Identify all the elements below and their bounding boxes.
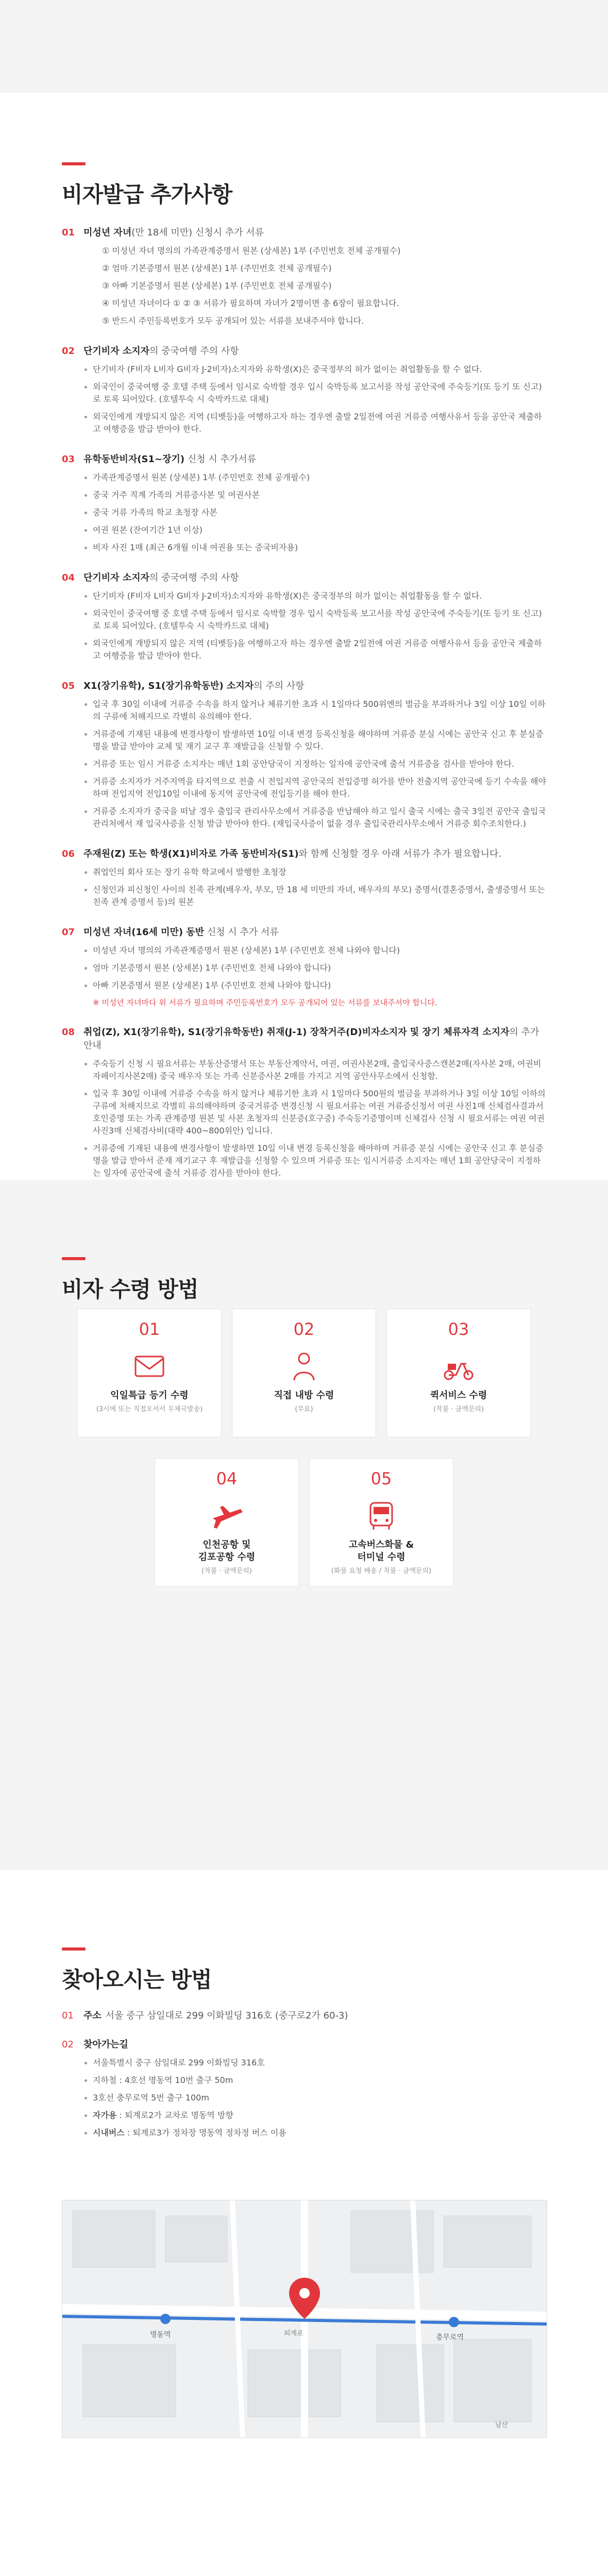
receive-step	[77, 1309, 222, 1437]
map-label: 충무로역	[436, 2333, 464, 2342]
item-number: 08	[62, 1027, 75, 1038]
bullet-text: 신청인과 피신청인 사이의 친족 관계(배우자, 부모, 만 18 세 미만의 자녀, 배우자의 부모) 증명서(결혼증명서, 출생증명서 또는 친족 관계 증명서 등)의 원본	[83, 884, 546, 908]
item-number: 03	[62, 454, 75, 465]
bullet-text: 아빠 기본증명서 원본 (상세본) 1부 (주민번호 전체 나와야 합니다)	[83, 979, 546, 992]
route-row	[62, 2038, 546, 2139]
item-number: 05	[62, 681, 75, 691]
directions-section	[62, 1870, 546, 2144]
item-title-sub: 와 함께 신청할 경우 아래 서류가 추가 필요합니다.	[298, 849, 502, 859]
scooter-icon	[441, 1348, 477, 1384]
receive-section	[62, 1180, 546, 1303]
route-item: 서울특별시 중구 삼일대로 299 이화빌딩 316호	[83, 2057, 546, 2069]
bullet-text: 거류증 소지자가 거주지역을 타지역으로 전출 시 전입지역 공안국의 전입증명 허가를 받아 전출지역 공안국에 등기 수속을 해야 하며 전입지역 전입10일 이내에 동지역 공안국에 전입등기를 해야 한다.	[83, 775, 546, 800]
item-bullets	[83, 698, 546, 830]
map-label: 퇴계로	[284, 2330, 303, 2337]
receive-step	[386, 1309, 531, 1437]
bullet-text: 거류증 또는 임시 거류증 소지자는 매년 1회 공안당국이 지정하는 일자에 공안국에 출석 거류증을 검사를 받아야 한다.	[83, 758, 546, 770]
visa-item	[62, 848, 546, 908]
address-row	[62, 2009, 546, 2023]
item-bullets	[83, 866, 546, 908]
step-number: 05	[370, 1469, 392, 1488]
item-title	[83, 453, 546, 466]
bullet-text: 중국 거주 직계 가족의 거류증사본 및 여권사본	[83, 489, 546, 501]
visa-items	[62, 226, 546, 1234]
section-accent	[62, 1947, 86, 1951]
item-title-main: 취업(Z), X1(장기유학), S1(장기유학동반) 취재(J-1) 장착거주(D)비자소지자 및 장기 체류자격 소지자	[83, 1027, 510, 1038]
bullet-text: 엄마 기본증명서 원본 (상세본) 1부 (주민번호 전체 나와야 합니다)	[83, 962, 546, 974]
bullet-text: ② 엄마 기본증명서 원본 (상세본) 1부 (주민번호 전체 공개필수)	[102, 263, 332, 273]
car-text: 퇴계로2가 교차로 명동역 방향	[124, 2110, 233, 2120]
step-title: 익일특급 등기 수령	[110, 1390, 189, 1401]
item-title-sub: 의 추가안내	[83, 1027, 539, 1051]
item-title	[83, 680, 546, 693]
bus-info: 시내버스 : 퇴계로3가 정차장 명동역 정차정 버스 이용	[83, 2127, 546, 2139]
item-bullets	[83, 471, 546, 554]
bullet-text: 거류증에 기재된 내용에 변경사항이 발생하면 10일 이내 변경 등록신청을 해야하며 거류증 분실 시에는 공안국 신고 후 분실증명을 발급 받아서 준재 재기교구 후 재발급을 신청할 수 있으며 거류증 또는 임시거류증 소지자는 매년 1회 공안당국이 지정하는 일자에 공안국에 출석 거류증 검사를 받아야 한다.	[83, 1142, 546, 1179]
bullet-text: 입국 후 30일 이내에 거류증 수속을 하지 않거나 체류기한 초과 시 1일마다 500위엔의 벌금을 부과하거나 3일 이상 10일 이하의 구류에 처해지므로 각별히 유의해야 한다.	[83, 698, 546, 723]
step-desc: (화물 요청 배송 / 착불 · 금액문의)	[331, 1567, 432, 1575]
item-head	[62, 571, 546, 585]
bullet-text: 단기비자 (F비자 L비자 G비자 J-2비자)소지자와 유학생(X)은 중국정부의 허가 없이는 취업활동을 할 수 없다.	[83, 590, 546, 602]
receive-step	[155, 1458, 299, 1587]
route-item: 지하철 : 4호선 명동역 10번 출구 50m	[83, 2074, 546, 2087]
item-head	[62, 345, 546, 358]
section-accent	[62, 162, 86, 165]
item-title	[83, 226, 546, 240]
item-title	[83, 571, 546, 585]
step-title: 인천공항 및 김포공항 수령	[198, 1539, 256, 1563]
bullet-text: 단기비자 (F비자 L비자 G비자 J-2비자)소지자와 유학생(X)은 중국정부의 허가 없이는 취업활동을 할 수 없다.	[83, 363, 546, 376]
bullet-text: ③ 아빠 기본증명서 원본 (상세본) 1부 (주민번호 전체 공개필수)	[102, 281, 332, 291]
bullet-text: 여권 원본 (잔여기간 1년 이상)	[83, 524, 546, 536]
receive-step	[232, 1309, 376, 1437]
route-item: 3호선 충무로역 5번 출구 100m	[83, 2092, 546, 2104]
visa-item	[62, 345, 546, 435]
item-title-sub: (만 18세 미만) 신청시 추가 서류	[131, 227, 264, 238]
car-info: 자가용 : 퇴계로2가 교차로 명동역 방향	[83, 2109, 546, 2122]
item-title-sub: 의 중국여행 주의 사항	[149, 346, 239, 357]
item-head	[62, 226, 546, 240]
extra-list	[83, 2109, 546, 2139]
bus-label: 시내버스	[93, 2128, 125, 2138]
bullet-text: ① 미성년 자녀 명의의 가족관계증명서 원본 (상세본) 1부 (주민번호 전체 공개필수)	[102, 246, 401, 256]
address-text: 서울 중구 삼일대로 299 이화빌딩 316호 (중구로2가 60-3)	[105, 2010, 348, 2021]
visa-item	[62, 680, 546, 830]
item-title-sub: 의 주의 사항	[254, 681, 305, 691]
step-desc: (무료)	[295, 1405, 313, 1413]
person-icon	[286, 1348, 322, 1384]
route-label: 찾아가는길	[83, 2039, 128, 2050]
section-title: 찾아오시는 방법	[62, 1967, 212, 1992]
item-number: 02	[62, 346, 75, 357]
visa-item	[62, 571, 546, 662]
item-title	[83, 926, 546, 939]
address-label: 주소	[83, 2010, 102, 2021]
bullet-text: 외국인이 중국여행 중 호텔 주택 등에서 임시로 숙박할 경우 입시 숙박등록 보고서를 작성 공안국에 주숙등기(또 등기 또 신고)로 토록 되어있다. (호텔투숙 시 숙박카드로 대체)	[83, 607, 546, 632]
station-marker	[160, 2314, 171, 2324]
step-title: 고속버스화물 & 터미널 수령	[348, 1539, 414, 1563]
step-desc: (3시에 또는 직접오셔서 우체국발송)	[96, 1405, 203, 1413]
item-title-sub: 신청 시 추가서류	[184, 454, 257, 465]
item-head	[62, 848, 546, 861]
section-accent	[62, 1257, 86, 1260]
section-title: 비자 수령 방법	[62, 1277, 198, 1302]
visa-item	[62, 226, 546, 327]
map-label: 명동역	[150, 2331, 171, 2339]
step-number: 01	[139, 1319, 160, 1339]
route-list	[83, 2057, 546, 2104]
item-head	[62, 926, 546, 939]
item-title	[83, 345, 546, 358]
receive-step	[309, 1458, 453, 1587]
item-number: 02	[62, 2039, 74, 2050]
step-number: 04	[216, 1469, 238, 1488]
item-bullets	[83, 590, 546, 662]
section-title: 비자발급 추가사항	[62, 182, 232, 207]
step-number: 02	[293, 1319, 315, 1339]
bus-text: 퇴계로3가 정차장 명동역 정차정 버스 이용	[132, 2128, 286, 2138]
item-number: 06	[62, 849, 75, 859]
item-title-main: 유학동반비자(S1~장기)	[83, 454, 185, 465]
item-title	[83, 848, 546, 861]
bullet-text: 취업인의 회사 또는 장기 유학 학교에서 발행한 초청장	[83, 866, 546, 878]
bullet-text: ⑤ 반드시 주민등록번호가 모두 공개되어 있는 서류를 보내주셔야 합니다.	[102, 316, 364, 326]
step-desc: (착불 · 금액문의)	[201, 1567, 252, 1575]
item-title-main: 미성년 자녀	[83, 227, 132, 238]
bullet-text: 입국 후 30일 이내에 거류증 수속을 하지 않거나 체류기한 초과 시 1일마다 500원의 벌금을 부과하거나 3일 이상 10일 이하의 구류에 처해지므로 각별히 유의해야하며 중국거류증 변경신청 시 필요서류는 여권 거류증신청서 여권 사진1매 신체검사결과서 호인증명 또는 가족 관계증명 원본 및 사본 초청자의 신분증(호구증) 주숙등기증명이며 신체검사 신청 시 필요서류는 여권 여권사진3매 신체검사비(대략 400~800위안) 입니다.	[83, 1088, 546, 1137]
bullet-text: 비자 사진 1매 (최근 6개월 이내 여권용 또는 증국비자용)	[83, 541, 546, 554]
bullet-text: 미성년 자녀 명의의 가족관계증명서 원본 (상세본) 1부 (주민번호 전체 나와야 합니다)	[83, 944, 546, 957]
item-head	[62, 680, 546, 693]
mail-icon	[131, 1348, 167, 1384]
bullet-text: 외국인에게 개방되지 않은 지역 (티벳등)을 여행하고자 하는 경우엔 출발 2일전에 여권 거류증 여행사유서 등을 공안국 제출하고 여행증을 발급 받아야 한다.	[83, 637, 546, 662]
bus-icon	[363, 1498, 399, 1534]
item-title-main: 미성년 자녀(16세 미만) 동반	[83, 927, 205, 938]
bullet-text: 외국인에게 개방되지 않은 지역 (티벳등)을 여행하고자 하는 경우엔 출발 2일전에 여권 거류증 여행사유서 등을 공안국 제출하고 여행증을 발급 받아야 한다.	[83, 411, 546, 435]
map-label: 남산	[495, 2421, 509, 2429]
map-graphic	[62, 2200, 547, 2437]
step-title: 직접 내방 수령	[274, 1390, 334, 1401]
item-title-main: 단기비자 소지자	[83, 346, 149, 357]
item-head	[62, 1026, 546, 1053]
step-desc: (착불 · 금액문의)	[433, 1405, 484, 1413]
bullet-text: 거류증에 기재된 내용에 변경사항이 발생하면 10일 이내 변경 등록신청을 해야하며 거류증 분실 시에는 공안국 신고 후 분실증명을 발급 받아야 교체 및 재기 교구 후 재발급을 신청할 수 있다.	[83, 728, 546, 753]
step-number: 03	[448, 1319, 469, 1339]
airplane-icon	[209, 1498, 245, 1534]
item-note: ※ 미성년 자녀마다 위 서류가 필요하며 주민등록번호가 모두 공개되어 있는 서류를 보내주셔야 합니다.	[93, 998, 437, 1007]
bullet-text: 주숙등기 신청 시 필요서류는 부동산증명서 또는 부동산계약서, 여권, 여권사본2매, 출입국사증스캔본2매(자사본 2매, 여권비자페이지사본2매) 중국 배우자 또는 가족 신분증사본 2매를 가지고 지역 공안사무소에서 신청함.	[83, 1058, 546, 1082]
bullet-text: 외국인이 중국여행 중 호텔 주택 등에서 임시로 숙박할 경우 입시 숙박등록 보고서를 작성 공안국에 주숙등기(또 등기 또 신고)로 토록 되어있다. (호텔투숙 시 숙박카드로 대체)	[83, 381, 546, 405]
item-title-main: 단기비자 소지자	[83, 572, 149, 583]
item-bullets	[83, 944, 546, 992]
item-title-sub: 의 중국여행 주의 사항	[149, 572, 239, 583]
item-title-main: X1(장기유학), S1(장기유학동반) 소지자	[83, 681, 254, 691]
visa-item	[62, 926, 546, 1008]
bullet-text: ④ 미성년 자녀이다 ① ② ③ 서류가 필요하며 자녀가 2명이면 총 6장이 필요합니다.	[102, 298, 399, 308]
item-title-sub: 신청 시 추가 서류	[204, 927, 279, 938]
bullet-text: 거류증 소지자가 중국을 떠날 경우 출입국 관리사무소에서 거류증을 반납해야 하고 일시 출국 시에는 출국 3일전 공안국 출입국 관리처에서 재 입국사증을 신청 발급 받아야 한다. (재입국사증이 없을 경우 출입국관리사무소에서 거류증 회수조치한다.)	[83, 805, 546, 830]
item-title-main: 주재원(Z) 또는 학생(X1)비자로 가족 동반비자(S1)	[83, 849, 299, 859]
bullet-text: 가족관계증명서 원본 (상세본) 1부 (주민번호 전체 공개필수)	[83, 471, 546, 484]
item-number: 04	[62, 572, 75, 583]
bullet-text: 중국 거류 가족의 학교 초청장 사본	[83, 506, 546, 519]
top-band	[0, 0, 608, 93]
visa-item	[62, 453, 546, 554]
item-number: 01	[62, 2010, 74, 2021]
item-number: 01	[62, 227, 75, 238]
step-title: 퀵서비스 수령	[430, 1390, 487, 1401]
item-bullets	[83, 363, 546, 435]
location-map[interactable]	[62, 2200, 547, 2438]
car-label: 자가용	[93, 2110, 117, 2120]
item-bullets	[93, 245, 546, 327]
item-title	[83, 1026, 546, 1053]
visa-section	[62, 93, 546, 1239]
item-number: 07	[62, 927, 75, 938]
station-marker	[449, 2317, 459, 2327]
item-head	[62, 453, 546, 466]
